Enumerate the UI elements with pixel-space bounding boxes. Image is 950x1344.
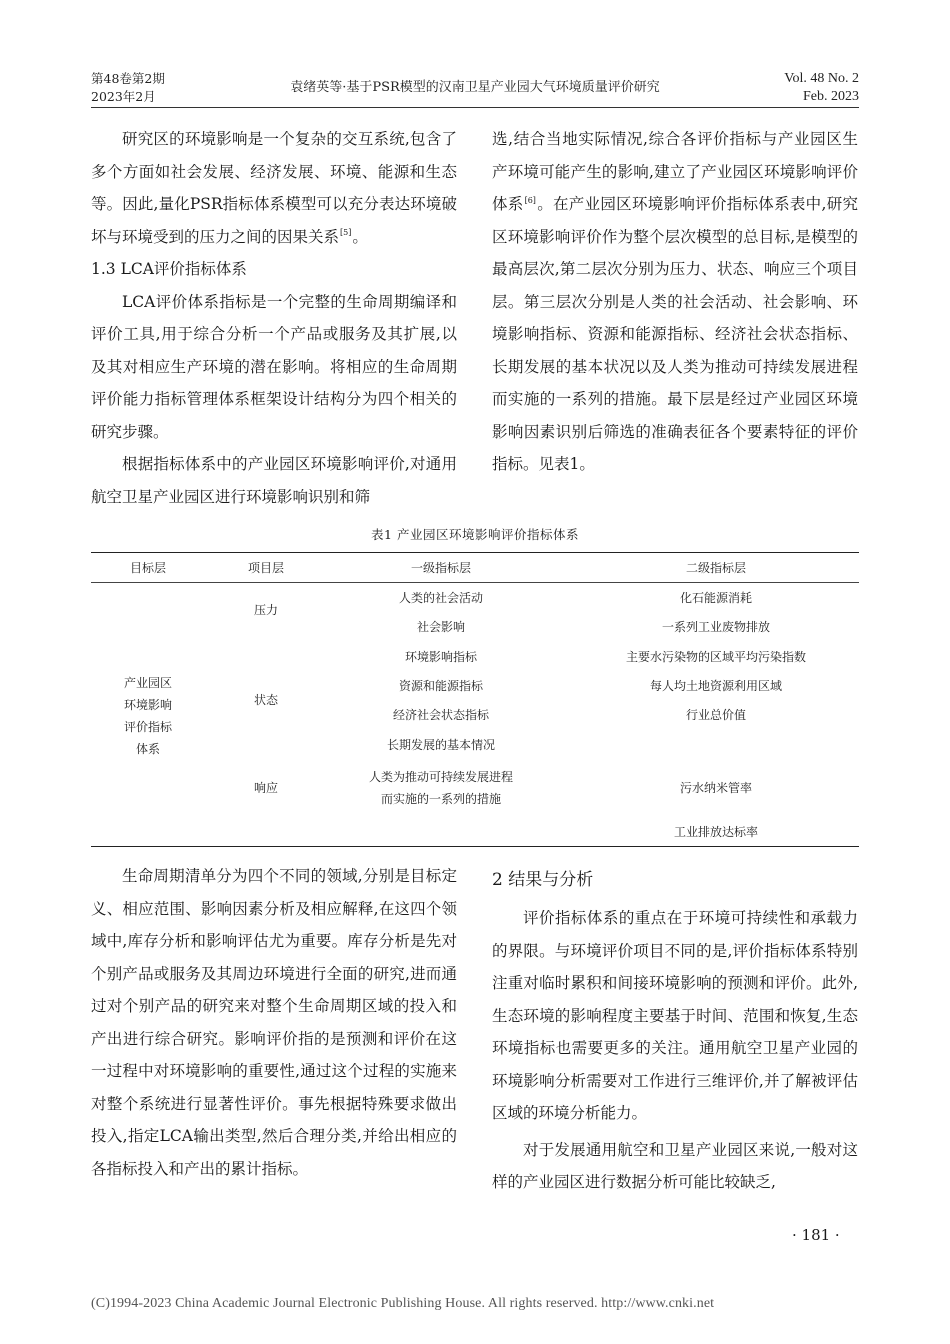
copyright-footer: (C)1994-2023 China Academic Journal Electronic Publishing House. All rights reserved. http://www.cnki.net	[91, 1296, 715, 1311]
left-column-upper	[91, 123, 457, 513]
citation: [6]	[524, 195, 536, 205]
table-header: 项目层	[247, 561, 284, 575]
project-state: 状态	[253, 693, 278, 707]
journal-date-cn: 2023年2月	[91, 89, 156, 104]
right-column-lower	[492, 864, 858, 1199]
level2-cell: 一系列工业废物排放	[661, 620, 770, 634]
table-top-rule	[91, 552, 859, 553]
level2-cell: 工业排放达标率	[673, 825, 758, 839]
level2-cell: 行业总价值	[685, 708, 746, 722]
page-number: · 181 ·	[792, 1226, 840, 1244]
table-bottom-rule	[91, 846, 859, 847]
journal-volume-cn: 第48卷第2期	[91, 71, 165, 86]
paragraph: 生命周期清单分为四个不同的领域,分别是目标定义、相应范围、影响因素分析及相应解释,在这四个领域中,库存分析和影响评估尤为重要。库存分析是先对个别产品或服务及其周边环境进行全面的研究,进而通过对个别产品的研究来对整个生命周期区域的投入和产出进行综合研究。影响评价指的是预测和评价在这一过程中对环境影响的重要性,通过这个过程的实施来对整个系统进行显著性评价。事先根据特殊要求做出投入,指定LCA输出类型,然后合理分类,并给出相应的各指标投入和产出的累计指标。	[91, 867, 457, 1178]
citation: [5]	[340, 228, 352, 238]
level1-cell: 资源和能源指标	[398, 679, 483, 693]
level2-cell: 每人均土地资源利用区域	[649, 679, 782, 693]
level1-cell: 长期发展的基本情况	[386, 738, 495, 752]
level1-cell: 环境影响指标	[404, 650, 477, 664]
level2-cell: 化石能源消耗	[679, 591, 752, 605]
target-layer-cell: 产业园区 环境影响 评价指标 体系	[123, 676, 172, 756]
journal-date-en: Feb. 2023	[803, 89, 859, 104]
paragraph: 对于发展通用航空和卫星产业园区来说,一般对这样的产业园区进行数据分析可能比较缺乏,	[492, 1140, 858, 1191]
paragraph: 选,结合当地实际情况,综合各评价指标与产业园区生产环境可能产生的影响,建立了产业园区环境影响评价体系[6]。在产业园区环境影响评价指标体系表中,研究区环境影响评价作为整个层次模型的总目标,是模型的最高层次,第二层次分别为压力、状态、响应三个项目层。第三层次分别是人类的社会活动、社会影响、环境影响指标、资源和能源指标、经济社会状态指标、长期发展的基本状况以及人类为推动可持续发展进程而实施的一系列的措施。最下层是经过产业园区环境影响因素识别后筛选的准确表征各个要素特征的评价指标。见表1。	[492, 130, 858, 473]
table-header-rule	[91, 582, 859, 583]
project-response: 响应	[253, 781, 278, 795]
table-header: 二级指标层	[685, 561, 746, 575]
paragraph: 评价指标体系的重点在于环境可持续性和承载力的界限。与环境评价项目不同的是,评价指标体系特别注重对临时累积和间接环境影响的预测和评价。此外,生态环境的影响程度主要基于时间、范围和恢复,生态环境指标也需要更多的关注。通用航空卫星产业园的环境影响分析需要对工作进行三维评价,并了解被评估区域的环境分析能力。	[492, 909, 858, 1122]
indicator-table	[91, 552, 859, 847]
project-pressure: 压力	[253, 603, 278, 617]
section-heading-2: 2 结果与分析	[492, 870, 594, 890]
left-column-lower	[91, 860, 457, 1185]
running-title: 袁绪英等·基于PSR模型的汉南卫星产业园大气环境质量评价研究	[290, 80, 660, 95]
table-header: 目标层	[129, 561, 166, 575]
table-header: 一级指标层	[410, 561, 471, 575]
level1-cell: 而实施的一系列的措施	[380, 792, 501, 806]
paragraph: 研究区的环境影响是一个复杂的交互系统,包含了多个方面如社会发展、经济发展、环境、能源和生态等。因此,量化PSR指标体系模型可以充分表达环境破坏与环境受到的压力之间的因果关系[5]。	[91, 130, 457, 246]
level2-cell: 主要水污染物的区域平均污染指数	[625, 650, 806, 664]
section-heading-1-3: 1.3 LCA评价指标体系	[91, 260, 247, 278]
level2-cell: 污水纳米管率	[679, 781, 752, 795]
table-caption: 表1 产业园区环境影响评价指标体系	[371, 527, 579, 542]
header-rule	[91, 107, 859, 108]
paragraph: 根据指标体系中的产业园区环境影响评价,对通用航空卫星产业园区进行环境影响识别和筛	[91, 455, 457, 506]
journal-volume-en: Vol. 48 No. 2	[784, 71, 859, 86]
level1-cell: 人类为推动可持续发展进程	[368, 770, 513, 784]
level1-cell: 社会影响	[416, 620, 465, 634]
paragraph: LCA评价体系指标是一个完整的生命周期编译和评价工具,用于综合分析一个产品或服务及其扩展,以及其对相应生产环境的潜在影响。将相应的生命周期评价能力指标管理体系框架设计结构分为四个相关的研究步骤。	[91, 292, 457, 441]
level1-cell: 经济社会状态指标	[392, 708, 489, 722]
level1-cell: 人类的社会活动	[398, 591, 483, 605]
right-column-upper	[492, 123, 858, 481]
